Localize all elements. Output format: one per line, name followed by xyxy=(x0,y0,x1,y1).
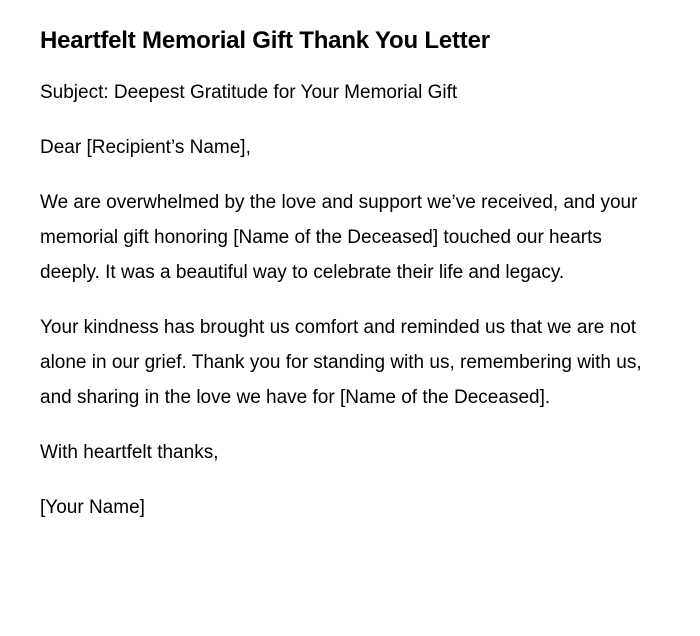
salutation: Dear [Recipient’s Name], xyxy=(40,137,251,158)
closing: With heartfelt thanks, xyxy=(40,442,219,463)
body-paragraph: We are overwhelmed by the love and support we’ve received, and your memorial gift honoring [Name of the Deceased] touched our hearts deeply. It was a beautiful way to celebrate their life and legacy. xyxy=(40,192,638,283)
document-title: Heartfelt Memorial Gift Thank You Letter xyxy=(40,27,490,54)
signature: [Your Name] xyxy=(40,497,145,518)
subject-line: Subject: Deepest Gratitude for Your Memorial Gift xyxy=(40,82,458,103)
body-paragraph: Your kindness has brought us comfort and reminded us that we are not alone in our grief. Thank you for standing with us, remembering with us, and sharing in the love we have for [Name of the Deceased]. xyxy=(40,317,642,408)
